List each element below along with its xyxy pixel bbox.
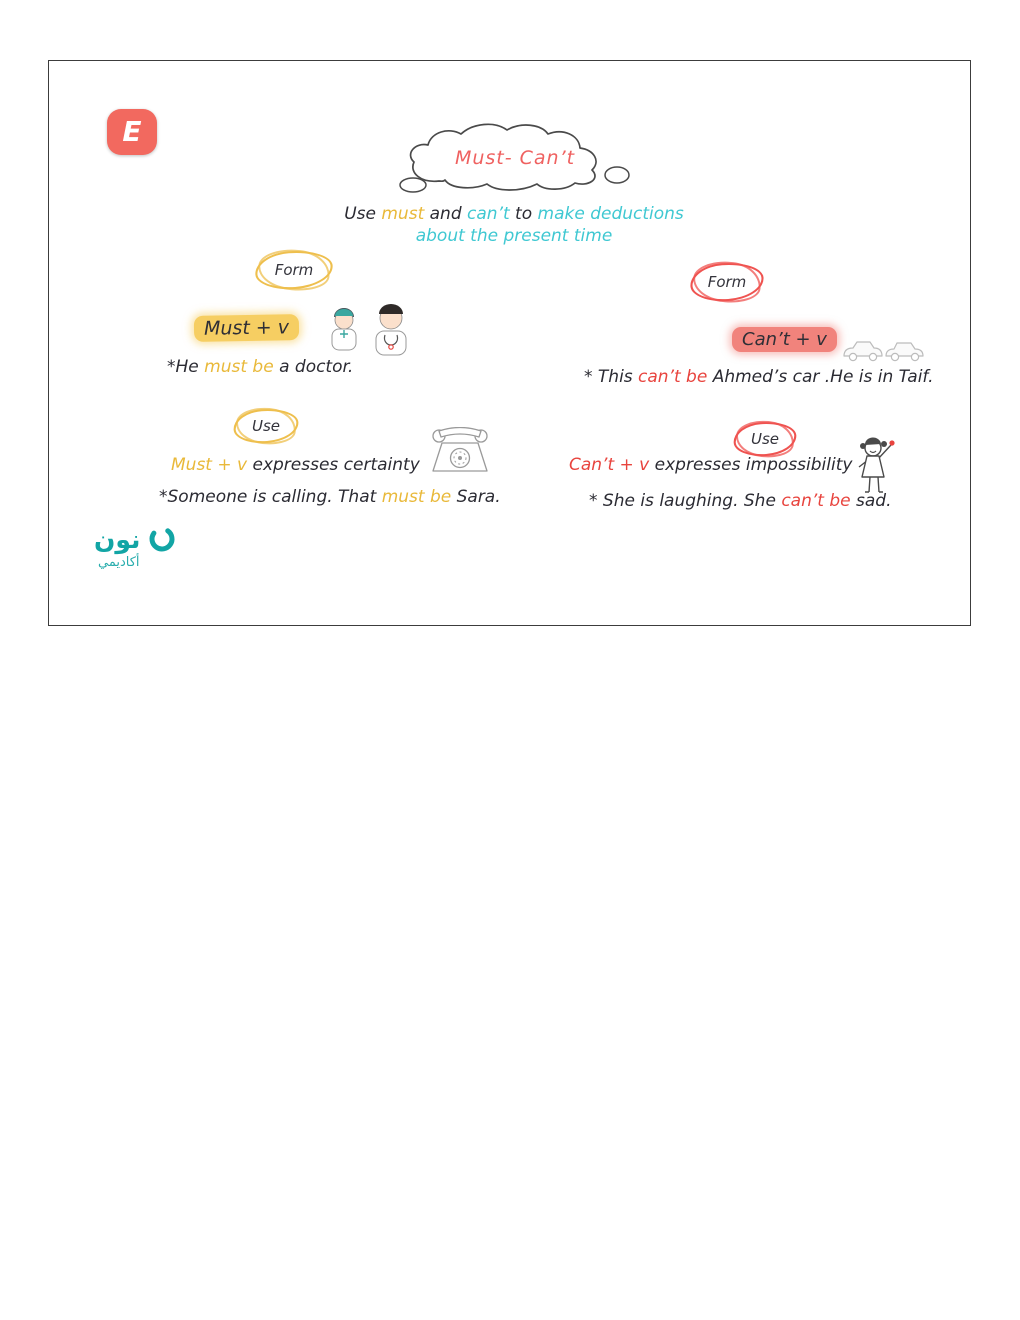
- text-segment: Must + v: [171, 455, 248, 475]
- title-cloud: [395, 121, 635, 201]
- example-must-sara: [159, 487, 501, 507]
- text-segment: * She is laughing. She: [589, 491, 782, 511]
- brand-name-arabic: نون: [94, 524, 141, 554]
- intro-line-2: about the present time: [415, 226, 613, 247]
- logo-letter: E: [122, 115, 142, 148]
- text-segment: Use: [344, 204, 382, 224]
- text-segment: can’t be: [781, 491, 851, 511]
- badge-label: Use: [251, 417, 281, 435]
- use-rule-cant: [569, 455, 852, 475]
- text-segment: Ahmed’s car .He is in Taif.: [707, 367, 934, 387]
- text-segment: to: [509, 204, 538, 224]
- telephone-icon: [427, 427, 493, 475]
- intro-line-1: [324, 203, 704, 225]
- noon-crescent-icon: [148, 525, 176, 553]
- text-segment: must be: [204, 357, 274, 377]
- badge-label: Form: [707, 273, 747, 291]
- text-segment: must be: [381, 487, 452, 507]
- badge-label: Form: [274, 261, 314, 279]
- form-badge-must: [257, 251, 331, 289]
- use-badge-cant: [735, 422, 795, 456]
- doctor-kids-icon: [319, 301, 423, 361]
- text-segment: can’t: [467, 204, 510, 224]
- text-segment: expresses certainty: [247, 455, 420, 475]
- use-badge-must: [235, 409, 297, 443]
- text-segment: *He: [167, 357, 205, 377]
- text-segment: sad.: [850, 491, 892, 511]
- text-segment: expresses impossibility: [649, 455, 853, 475]
- form-badge-cant: [692, 263, 762, 301]
- example-cant-sad: [589, 491, 891, 511]
- badge-label: Use: [750, 430, 780, 448]
- text-segment: make deductions: [537, 204, 684, 224]
- text-segment: * This: [584, 367, 639, 387]
- use-rule-must: [171, 455, 420, 475]
- brand-subtitle-arabic: أكاديمي: [98, 555, 140, 570]
- text-segment: and: [424, 204, 468, 224]
- noon-academy-brand: [94, 525, 176, 570]
- page-title: Must- Can’t: [454, 147, 576, 169]
- must-formula: Must + v: [194, 314, 299, 342]
- example-cant-car: [584, 367, 934, 387]
- text-segment: *Someone is calling. That: [159, 487, 382, 507]
- cant-formula: Can’t + v: [732, 327, 837, 352]
- text-segment: Sara.: [451, 487, 501, 507]
- text-segment: must: [381, 204, 425, 224]
- intro-text: [324, 203, 704, 247]
- text-segment: a doctor.: [273, 357, 354, 377]
- grammar-slide: [48, 60, 971, 626]
- english-subject-logo: [107, 109, 157, 155]
- cars-icon: [841, 335, 927, 365]
- text-segment: can’t be: [638, 367, 708, 387]
- example-must-doctor: [167, 357, 353, 377]
- text-segment: Can’t + v: [569, 455, 650, 475]
